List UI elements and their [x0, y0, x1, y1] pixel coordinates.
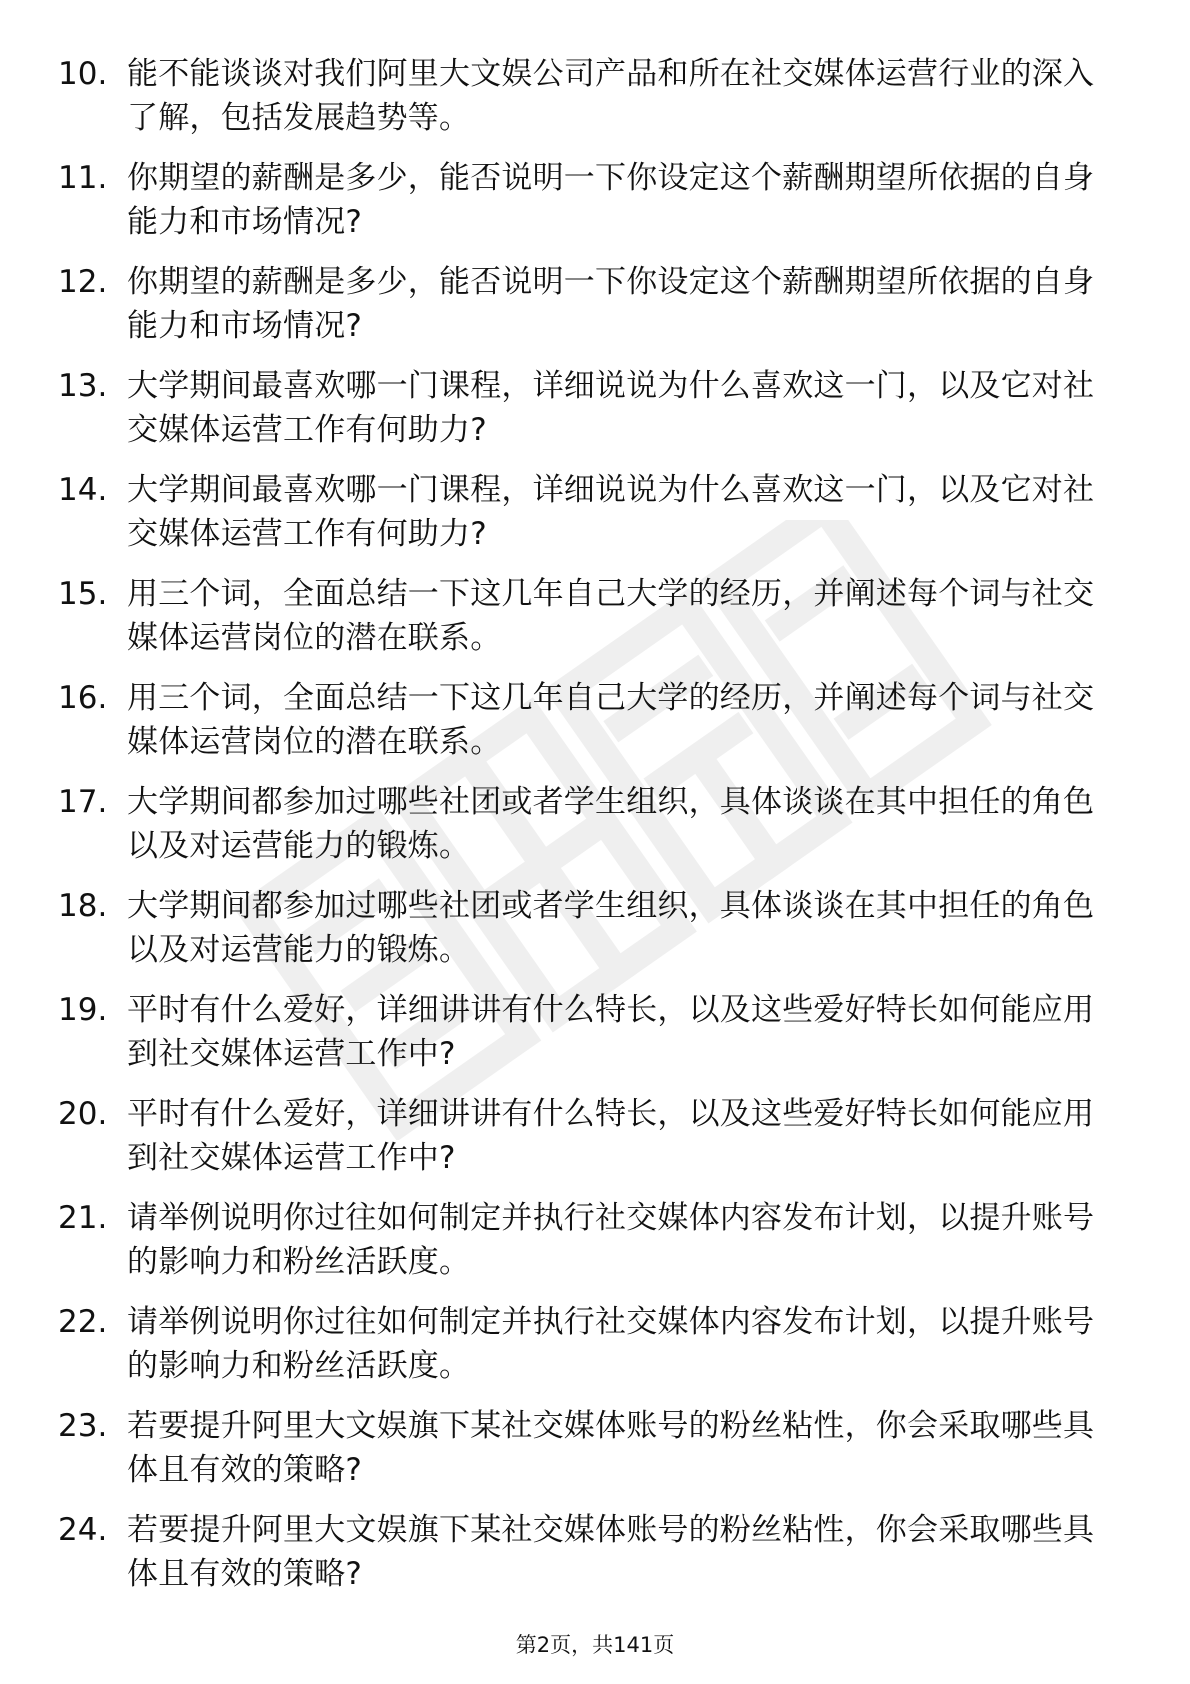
question-text: 用三个词，全面总结一下这几年自己大学的经历，并阐述每个词与社交媒体运营岗位的潜在联系。	[127, 576, 1095, 656]
question-number: 14.	[58, 472, 108, 508]
question-text: 大学期间最喜欢哪一门课程，详细说说为什么喜欢这一门，以及它对社交媒体运营工作有何助力?	[127, 472, 1095, 552]
question-item	[0, 670, 1190, 774]
question-number: 11.	[58, 160, 108, 196]
question-item	[0, 46, 1190, 150]
question-text: 你期望的薪酬是多少，能否说明一下你设定这个薪酬期望所依据的自身能力和市场情况?	[127, 264, 1095, 344]
question-text: 若要提升阿里大文娱旗下某社交媒体账号的粉丝粘性，你会采取哪些具体且有效的策略?	[127, 1512, 1095, 1592]
question-item	[0, 150, 1190, 254]
question-number: 19.	[58, 992, 108, 1028]
question-list	[0, 46, 1190, 1606]
question-item	[0, 878, 1190, 982]
question-item	[0, 1398, 1190, 1502]
question-text: 平时有什么爱好，详细讲讲有什么特长，以及这些爱好特长如何能应用到社交媒体运营工作中?	[127, 1096, 1095, 1176]
question-number: 15.	[58, 576, 108, 612]
question-text: 大学期间都参加过哪些社团或者学生组织，具体谈谈在其中担任的角色以及对运营能力的锻炼。	[127, 784, 1095, 864]
question-item	[0, 1190, 1190, 1294]
page-footer: 第2页，共141页	[515, 1633, 675, 1657]
question-item	[0, 254, 1190, 358]
question-number: 22.	[58, 1304, 108, 1340]
question-text: 若要提升阿里大文娱旗下某社交媒体账号的粉丝粘性，你会采取哪些具体且有效的策略?	[127, 1408, 1095, 1488]
question-text: 能不能谈谈对我们阿里大文娱公司产品和所在社交媒体运营行业的深入了解，包括发展趋势等。	[127, 56, 1095, 136]
question-text: 请举例说明你过往如何制定并执行社交媒体内容发布计划，以提升账号的影响力和粉丝活跃度。	[127, 1304, 1095, 1384]
question-text: 请举例说明你过往如何制定并执行社交媒体内容发布计划，以提升账号的影响力和粉丝活跃度。	[127, 1200, 1095, 1280]
question-item	[0, 774, 1190, 878]
question-text: 你期望的薪酬是多少，能否说明一下你设定这个薪酬期望所依据的自身能力和市场情况?	[127, 160, 1095, 240]
question-item	[0, 1086, 1190, 1190]
question-item	[0, 566, 1190, 670]
question-number: 23.	[58, 1408, 108, 1444]
question-number: 24.	[58, 1512, 108, 1548]
question-number: 13.	[58, 368, 108, 404]
question-item	[0, 358, 1190, 462]
question-text: 大学期间都参加过哪些社团或者学生组织，具体谈谈在其中担任的角色以及对运营能力的锻炼。	[127, 888, 1095, 968]
question-text: 大学期间最喜欢哪一门课程，详细说说为什么喜欢这一门，以及它对社交媒体运营工作有何助力?	[127, 368, 1095, 448]
question-number: 20.	[58, 1096, 108, 1132]
question-item	[0, 1294, 1190, 1398]
question-number: 10.	[58, 56, 108, 92]
question-item	[0, 1502, 1190, 1606]
question-number: 16.	[58, 680, 108, 716]
question-text: 平时有什么爱好，详细讲讲有什么特长，以及这些爱好特长如何能应用到社交媒体运营工作中?	[127, 992, 1095, 1072]
question-item	[0, 462, 1190, 566]
question-number: 18.	[58, 888, 108, 924]
question-number: 17.	[58, 784, 108, 820]
question-text: 用三个词，全面总结一下这几年自己大学的经历，并阐述每个词与社交媒体运营岗位的潜在联系。	[127, 680, 1095, 760]
question-number: 21.	[58, 1200, 108, 1236]
question-item	[0, 982, 1190, 1086]
question-number: 12.	[58, 264, 108, 300]
